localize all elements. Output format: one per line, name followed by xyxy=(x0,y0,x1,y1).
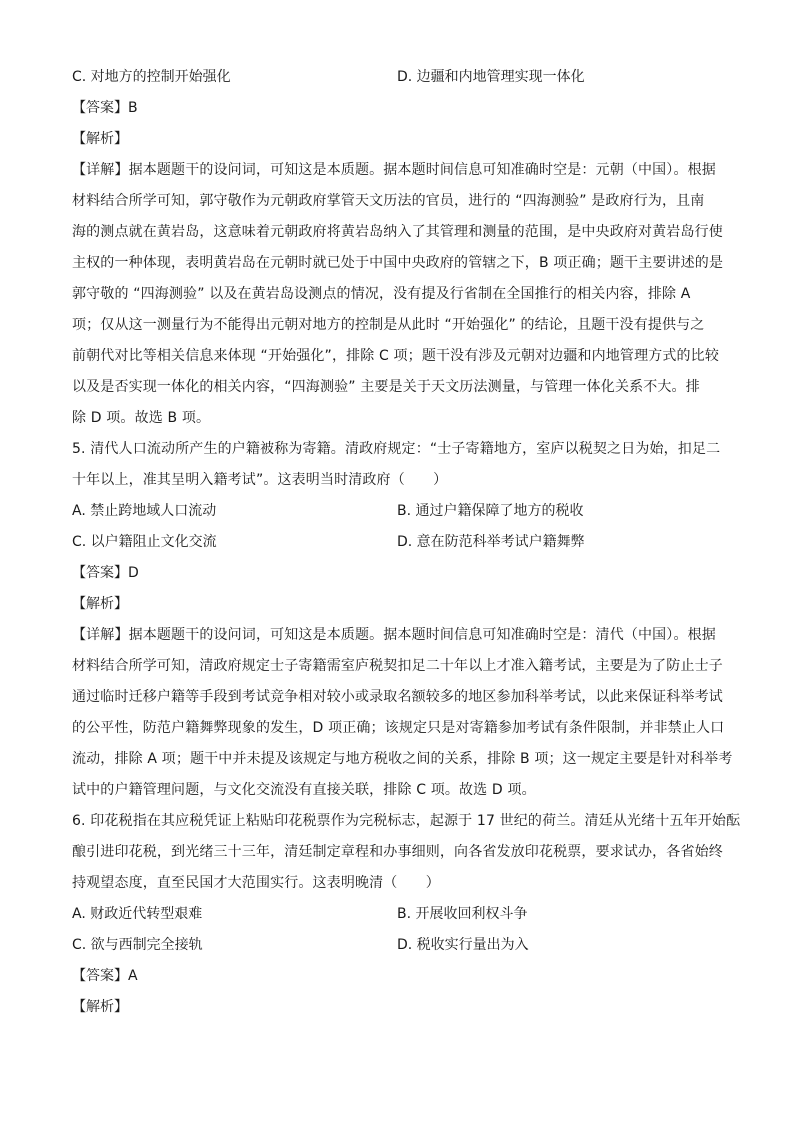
q6-stem-line: 酿引进印花税，到光绪三十三年，清廷制定章程和办事细则，向各省发放印花税票，要求试办，各省始终 xyxy=(72,844,723,860)
q5-detail-line: 通过临时迁移户籍等手段到考试竞争相对较小或录取名额较多的地区参加科举考试，以此来保证科举考试 xyxy=(72,689,723,705)
q5-detail-line: 【详解】据本题题干的设问词，可知这是本质题。据本题时间信息可知准确时空是：清代（中国）。根据 xyxy=(72,627,716,643)
q4-answer: 【答案】B xyxy=(72,100,138,116)
q5-answer: 【答案】D xyxy=(72,565,139,581)
q4-detail-line: 以及是否实现一体化的相关内容，“四海测验” 主要是关于天文历法测量，与管理一体化关系不大。排 xyxy=(72,379,700,395)
q4-detail-line: 主权的一种体现，表明黄岩岛在元朝时就已处于中国中央政府的管辖之下，B 项正确；题干主要讲述的是 xyxy=(72,255,724,271)
q5-option-a: A. 禁止跨地域人口流动 xyxy=(72,503,217,519)
q6-option-a: A. 财政近代转型艰难 xyxy=(72,906,203,922)
q5-stem-line: 十年以上，准其呈明入籍考试”。这表明当时清政府（ ） xyxy=(72,472,448,488)
q4-options-cd xyxy=(72,62,732,93)
q5-detail-line: 流动，排除 A 项；题干中并未提及该规定与地方税收之间的关系，排除 B 项；这一规定主要是针对科举考 xyxy=(72,751,733,767)
q6-options-cd xyxy=(72,930,732,961)
q5-detail-line: 材料结合所学可知，清政府规定士子寄籍需室庐税契扣足二十年以上才准入籍考试，主要是为了防止士子 xyxy=(72,658,723,674)
q6-option-b: B. 开展收回利权斗争 xyxy=(397,906,528,922)
q4-detail-line: 海的测点就在黄岩岛，这意味着元朝政府将黄岩岛纳入了其管理和测量的范围，是中央政府对黄岩岛行使 xyxy=(72,224,723,240)
q6-answer: 【答案】A xyxy=(72,968,138,984)
q5-detail-line: 的公平性，防范户籍舞弊现象的发生，D 项正确；该规定只是对寄籍参加考试有条件限制，并非禁止人口 xyxy=(72,720,725,736)
q5-options-ab xyxy=(72,496,732,527)
q6-option-d: D. 税收实行量出为入 xyxy=(397,937,529,953)
q6-stem xyxy=(72,806,741,899)
q5-stem-line: 5. 清代人口流动所产生的户籍被称为寄籍。清政府规定：“士子寄籍地方，室庐以税契之日为始，扣足二 xyxy=(72,441,721,457)
q5-detail-line: 试中的户籍管理问题，与文化交流没有直接关联，排除 C 项。故选 D 项。 xyxy=(72,782,536,798)
q6-option-c: C. 欲与西制完全接轨 xyxy=(72,937,203,953)
q5-options-cd xyxy=(72,527,732,558)
q4-detail-line: 项；仅从这一测量行为不能得出元朝对地方的控制是从此时 “开始强化” 的结论，且题干没有提供与之 xyxy=(72,317,705,333)
q5-stem xyxy=(72,434,732,496)
q5-option-c: C. 以户籍阻止文化交流 xyxy=(72,534,217,550)
q5-analysis-label: 【解析】 xyxy=(72,596,128,612)
q6-stem-line: 6. 印花税指在其应税凭证上粘贴印花税票作为完税标志，起源于 17 世纪的荷兰。清廷从光绪十五年开始酝 xyxy=(72,813,741,829)
q4-detail-line: 前朝代对比等相关信息来体现 “开始强化”，排除 C 项；题干没有涉及元朝对边疆和内地管理方式的比较 xyxy=(72,348,719,364)
q5-option-b: B. 通过户籍保障了地方的税收 xyxy=(397,503,584,519)
q4-option-c: C. 对地方的控制开始强化 xyxy=(72,69,231,85)
q6-options-ab xyxy=(72,899,732,930)
q4-analysis-label: 【解析】 xyxy=(72,131,128,147)
page-content xyxy=(72,62,741,1023)
q4-detail-line: 材料结合所学可知，郭守敬作为元朝政府掌管天文历法的官员，进行的 “四海测验” 是政府行为，且南 xyxy=(72,193,705,209)
q5-option-d: D. 意在防范科举考试户籍舞弊 xyxy=(397,534,585,550)
q6-analysis-label: 【解析】 xyxy=(72,999,128,1015)
q4-detail xyxy=(72,155,732,434)
q4-option-d: D. 边疆和内地管理实现一体化 xyxy=(397,69,585,85)
q4-detail-line: 【详解】据本题题干的设问词，可知这是本质题。据本题时间信息可知准确时空是：元朝（中国）。根据 xyxy=(72,162,716,178)
q4-detail-line: 除 D 项。故选 B 项。 xyxy=(72,410,211,426)
q4-detail-line: 郭守敬的 “四海测验” 以及在黄岩岛设测点的情况，没有提及行省制在全国推行的相关内容，排除 A xyxy=(72,286,691,302)
q5-detail xyxy=(72,620,732,806)
q6-stem-line: 持观望态度，直至民国才大范围实行。这表明晚清（ ） xyxy=(72,875,440,891)
